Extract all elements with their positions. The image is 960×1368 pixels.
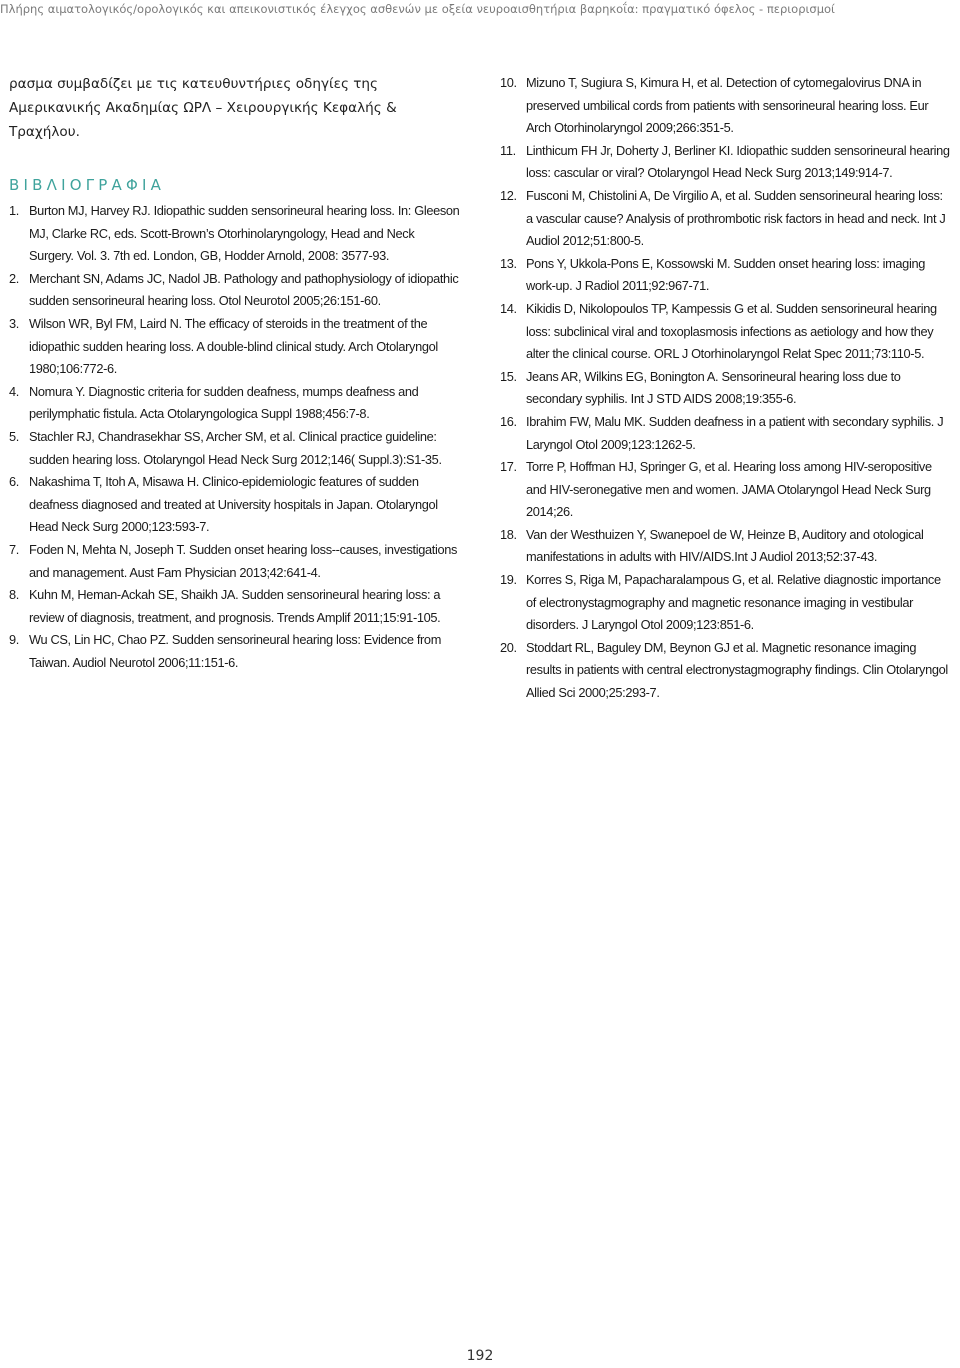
reference-item xyxy=(500,298,950,366)
reference-number: 5. xyxy=(9,428,19,444)
reference-text: Pons Y, Ukkola-Pons E, Kossowski M. Sudden onset hearing loss: imaging work-up. J Radiol 2011;92:967-71. xyxy=(526,255,925,294)
reference-text: Korres S, Riga M, Papacharalampous G, et al. Relative diagnostic importance of electronystagmography and magnetic resonance imaging in vestibular disorders. J Laryngol Otol 2009;123:851-6. xyxy=(526,572,941,633)
reference-text: Wilson WR, Byl FM, Laird N. The efficacy of steroids in the treatment of the idiopathic sudden hearing loss. A double-blind clinical study. Arch Otolaryngol 1980;106:772-6. xyxy=(29,315,438,377)
reference-item xyxy=(9,539,461,584)
reference-number: 10. xyxy=(500,75,517,90)
reference-text: Ibrahim FW, Malu MK. Sudden deafness in a patient with secondary syphilis. J Laryngol Otol 2009;123:1262-5. xyxy=(526,413,944,452)
reference-number: 20. xyxy=(500,639,517,655)
reference-number: 16. xyxy=(500,413,517,429)
reference-text: Mizuno T, Sugiura S, Kimura H, et al. Detection of cytomegalovirus DNA in preserved umbilical cords from patients with sensorineural hearing loss. Eur Arch Otorhinolaryngol 2009;266:351-5. xyxy=(526,75,929,136)
reference-text: Kuhn M, Heman-Ackah SE, Shaikh JA. Sudden sensorineural hearing loss: a review of diagnosis, treatment, and prognosis. Trends Amplif 2011;15:91-105. xyxy=(29,587,441,625)
reference-item xyxy=(9,426,461,471)
reference-number: 15. xyxy=(500,368,517,384)
reference-list-left xyxy=(9,200,461,674)
reference-item xyxy=(500,456,950,524)
intro-paragraph: ρασμα συμβαδίζει με τις κατευθυντήριες οδηγίες της Αμερικανικής Ακαδημίας ΩΡΛ – Χειρουργικής Κεφαλής & Τραχήλου. xyxy=(9,76,397,140)
reference-text: Wu CS, Lin HC, Chao PZ. Sudden sensorineural hearing loss: Evidence from Taiwan. Audiol Neurotol 2006;11:151-6. xyxy=(29,632,442,670)
reference-item xyxy=(500,569,950,637)
reference-item xyxy=(9,313,461,381)
reference-number: 13. xyxy=(500,255,517,271)
reference-number: 6. xyxy=(9,474,19,490)
reference-item xyxy=(500,253,950,298)
reference-number: 19. xyxy=(500,572,517,588)
reference-number: 11. xyxy=(500,142,516,158)
running-header: Πλήρης αιματολογικός/ορολογικός και απεικονιστικός έλεγχος ασθενών με οξεία νευροαισθητήρια βαρηκοΐα: πραγματικό όφελος - περιορισμοί xyxy=(0,2,835,16)
reference-number: 3. xyxy=(9,315,19,331)
reference-item xyxy=(500,185,950,253)
reference-number: 2. xyxy=(9,270,19,286)
reference-number: 17. xyxy=(500,459,517,475)
reference-text: Foden N, Mehta N, Joseph T. Sudden onset hearing loss--causes, investigations and management. Aust Fam Physician 2013;42:641-4. xyxy=(29,541,458,580)
left-column xyxy=(9,72,461,674)
reference-item xyxy=(9,584,461,629)
reference-item xyxy=(9,200,461,268)
reference-number: 18. xyxy=(500,526,517,542)
page-number: 192 xyxy=(466,1348,494,1364)
reference-number: 8. xyxy=(9,587,19,603)
reference-text: Torre P, Hoffman HJ, Springer G, et al. Hearing loss among HIV-seropositive and HIV-seronegative men and women. JAMA Otolaryngol Head Neck Surg 2014;26. xyxy=(526,459,932,520)
reference-number: 4. xyxy=(9,383,19,399)
reference-text: Burton MJ, Harvey RJ. Idiopathic sudden sensorineural hearing loss. In: Gleeson MJ, Clarke RC, eds. Scott-Brown’s Otorhinolaryngology, Head and Neck Surgery. Vol. 3. 7th ed. London, GB, Hodder Arnold, 2008: 3577-93. xyxy=(29,203,460,264)
reference-item xyxy=(9,471,461,539)
reference-item xyxy=(500,411,950,456)
reference-number: 14. xyxy=(500,300,517,316)
reference-text: Linthicum FH Jr, Doherty J, Berliner KI. Idiopathic sudden sensorineural hearing loss: cascular or viral? Otolaryngol Head Neck Surg 2013;149:914-7. xyxy=(526,142,950,181)
reference-item xyxy=(500,524,950,569)
reference-item xyxy=(9,268,461,313)
reference-item xyxy=(500,72,950,140)
reference-text: Jeans AR, Wilkins EG, Bonington A. Sensorineural hearing loss due to secondary syphilis. Int J STD AIDS 2008;19:355-6. xyxy=(526,368,901,407)
reference-text: Nomura Y. Diagnostic criteria for sudden deafness, mumps deafness and perilymphatic fistula. Acta Otolaryngologica Suppl 1988;456:7-8. xyxy=(29,383,419,422)
right-column xyxy=(500,72,950,705)
reference-item xyxy=(500,140,950,185)
reference-item xyxy=(500,366,950,411)
reference-list-right xyxy=(500,72,950,705)
reference-text: Kikidis D, Nikolopoulos TP, Kampessis G et al. Sudden sensorineural hearing loss: subclinical viral and toxoplasmosis infections as aetiology and how they alter the clinical course. ORL J Otorhinolaryngol Relat Spec 2011;73:110-5. xyxy=(526,300,937,362)
reference-text: Fusconi M, Chistolini A, De Virgilio A, et al. Sudden sensorineural hearing loss: a vascular cause? Analysis of prothrombotic risk factors in head and neck. Int J Audiol 2012;51:800-5. xyxy=(526,187,946,249)
reference-number: 9. xyxy=(9,632,19,648)
reference-item xyxy=(9,381,461,426)
reference-text: Merchant SN, Adams JC, Nadol JB. Pathology and pathophysiology of idiopathic sudden sensorineural hearing loss. Otol Neurotol 2005;26:151-60. xyxy=(29,270,459,309)
section-heading-bibliography: ΒΙΒΛΙΟΓΡΑΦΙΑ xyxy=(9,176,166,194)
reference-text: Nakashima T, Itoh A, Misawa H. Clinico-epidemiologic features of sudden deafness diagnosed and treated at University hospitals in Japan. Otolaryngol Head Neck Surg 2000;123:593-7. xyxy=(29,474,438,535)
reference-text: Stachler RJ, Chandrasekhar SS, Archer SM, et al. Clinical practice guideline: sudden hearing loss. Otolaryngol Head Neck Surg 2012;146( Suppl.3):S1-35. xyxy=(29,428,442,467)
reference-number: 1. xyxy=(9,203,19,218)
reference-text: Stoddart RL, Baguley DM, Beynon GJ et al. Magnetic resonance imaging results in patients with central electronystagmography findings. Clin Otolaryngol Allied Sci 2000;25:293-7. xyxy=(526,639,948,701)
reference-number: 7. xyxy=(9,541,19,557)
reference-number: 12. xyxy=(500,187,517,203)
reference-item xyxy=(9,629,461,674)
reference-item xyxy=(500,637,950,705)
reference-text: Van der Westhuizen Y, Swanepoel de W, Heinze B, Auditory and otological manifestations in adults with HIV/AIDS.Int J Audiol 2013;52:37-43. xyxy=(526,526,924,565)
